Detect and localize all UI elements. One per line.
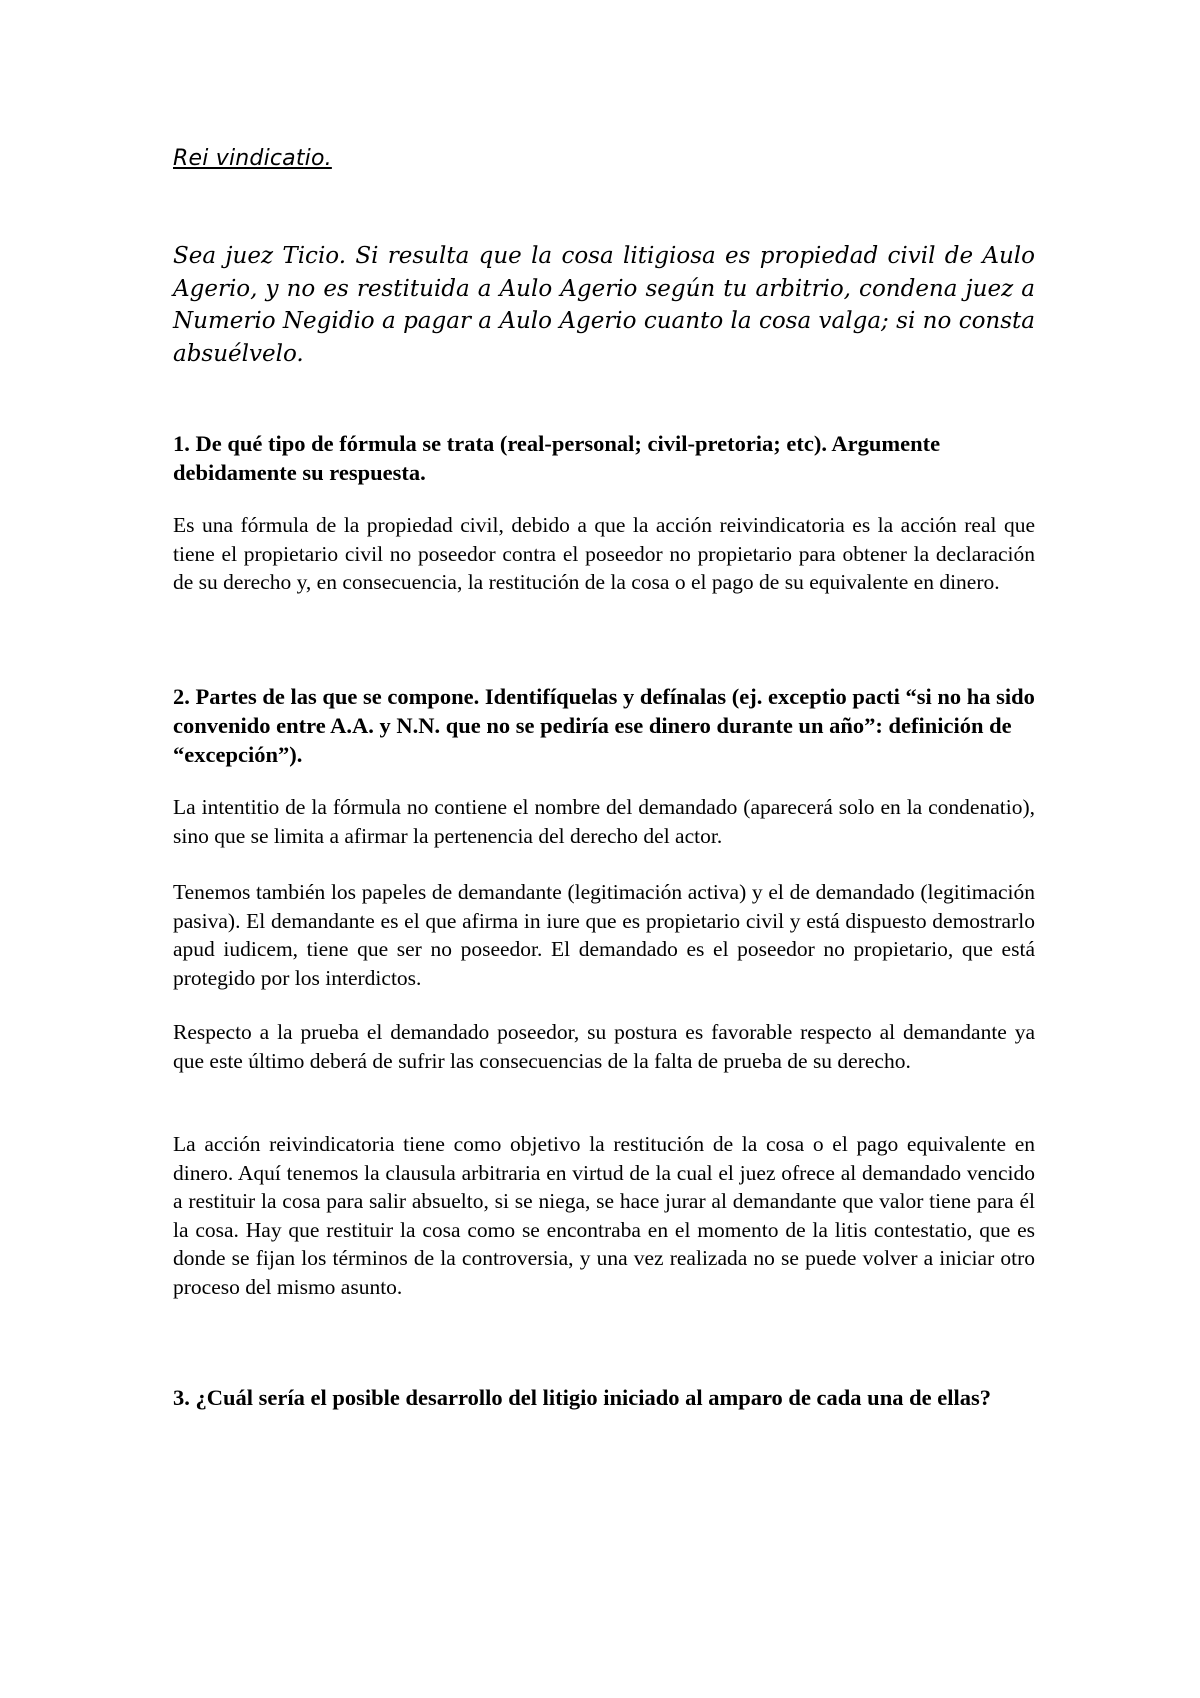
question-2-answer-paragraph-2: Tenemos también los papeles de demandante (legitimación activa) y el de demandado (legitimación pasiva). El demandante es el que afirma in iure que es propietario civil y está dispuesto demostrarlo apud iudicem, tiene que ser no poseedor. El demandado es el poseedor no propietario, que está protegido por los interdictos. bbox=[173, 880, 1035, 990]
document-title: Rei vindicatio. bbox=[173, 146, 332, 171]
question-3-heading: 3. ¿Cuál sería el posible desarrollo del litigio iniciado al amparo de cada una de ellas? bbox=[173, 1385, 991, 1410]
question-1-answer-paragraph: Es una fórmula de la propiedad civil, debido a que la acción reivindicatoria es la acción real que tiene el propietario civil no poseedor contra el poseedor no propietario para obtener la declaración de su derecho y, en consecuencia, la restitución de la cosa o el pago de su equivalente en dinero. bbox=[173, 513, 1035, 595]
formula-text: Sea juez Ticio. Si resulta que la cosa litigiosa es propiedad civil de Aulo Agerio, y no es restituida a Aulo Agerio según tu arbitrio, condena juez a Numerio Negidio a pagar a Aulo Agerio cuanto la cosa valga; si no consta absuélvelo. bbox=[173, 243, 1035, 367]
question-1-heading: 1. De qué tipo de fórmula se trata (real-personal; civil-pretoria; etc). Argumente debidamente su respuesta. bbox=[173, 431, 941, 485]
question-2-answer-paragraph-1: La intentitio de la fórmula no contiene el nombre del demandado (aparecerá solo en la condenatio), sino que se limita a afirmar la pertenencia del derecho del actor. bbox=[173, 795, 1035, 848]
question-2-heading: 2. Partes de las que se compone. Identifíquelas y defínalas (ej. exceptio pacti “si no ha sido convenido entre A.A. y N.N. que no se pediría ese dinero durante un año”: definición de “excepción”). bbox=[173, 684, 1035, 767]
question-2-answer-paragraph-3: Respecto a la prueba el demandado poseedor, su postura es favorable respecto al demandante ya que este último deberá de sufrir las consecuencias de la falta de prueba de su derecho. bbox=[173, 1020, 1035, 1073]
question-2-answer-paragraph-4: La acción reivindicatoria tiene como objetivo la restitución de la cosa o el pago equivalente en dinero. Aquí tenemos la clausula arbitraria en virtud de la cual el juez ofrece al demandado vencido a restituir la cosa para salir absuelto, si se niega, se hace jurar al demandante que valor tiene para él la cosa. Hay que restituir la cosa como se encontraba en el momento de la litis contestatio, que es donde se fijan los términos de la controversia, y una vez realizada no se puede volver a iniciar otro proceso del mismo asunto. bbox=[173, 1132, 1035, 1299]
